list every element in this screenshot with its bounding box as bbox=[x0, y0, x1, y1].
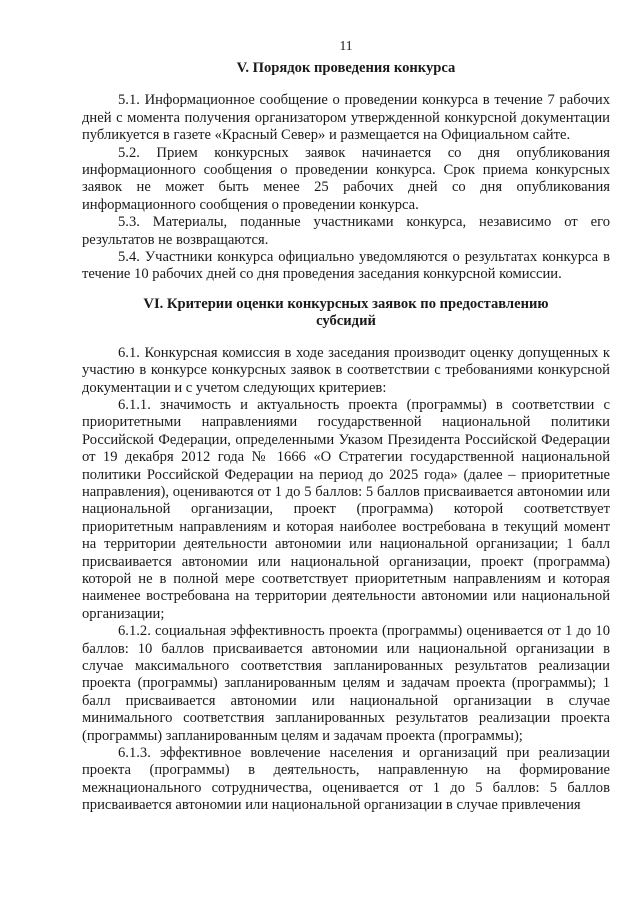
section-6-heading: VI. Критерии оценки конкурсных заявок по предоставлению субсидий bbox=[143, 295, 549, 330]
paragraph-5-1: 5.1. Информационное сообщение о проведении конкурса в течение 7 рабочих дней с момента получения организатором утвержденной конкурсной документации публикуется в газете «Красный Север» и размещается на Официальном сайте. bbox=[82, 92, 610, 144]
page-number: 11 bbox=[339, 38, 353, 53]
paragraph-6-1: 6.1. Конкурсная комиссия в ходе заседания производит оценку допущенных к участию в конкурсе конкурсных заявок в соответствии с требованиями конкурсной документации и с учетом следующих критериев: bbox=[82, 344, 610, 396]
paragraph-5-3: 5.3. Материалы, поданные участниками конкурса, независимо от его результатов не возвращаются. bbox=[82, 214, 610, 248]
paragraph-6-1-2: 6.1.2. социальная эффективность проекта (программы) оценивается от 1 до 10 баллов: 10 баллов присваивается автономии или национальной организации в случае максимального соответствия запланированных результатов реализации проекта (программы) запланированным целям и задачам проекта (программы); 1 балл присваивается автономии или национальной организации в случае минимального соответствия запланированных результатов реализации проекта (программы) запланированным целям и задачам проекта (программы); bbox=[82, 623, 610, 744]
paragraph-6-1-3: 6.1.3. эффективное вовлечение населения и организаций при реализации проекта (программы) в деятельность, направленную на формирование межнационального сотрудничества, оценивается от 1 до 5 баллов: 5 баллов присваивается автономии или национальной организации в случае привлечения bbox=[82, 745, 610, 814]
paragraph-6-1-1: 6.1.1. значимость и актуальность проекта (программы) в соответствии с приоритетными направлениями государственной национальной политики Российской Федерации, определенными Указом Президента Российской Федерации от 19 декабря 2012 года № 1666 «О Стратегии государственной национальной политики Российской Федерации на период до 2025 года» (далее – приоритетные направления), оцениваются от 1 до 5 баллов: 5 баллов присваивается автономии или национальной организации, проект (программа) которой соответствует приоритетным направлениям и которая наиболее востребована в текущий момент на территории деятельности автономии или национальной организации; 1 балл присваивается автономии или национальной организации, проект (программа) которой не в полной мере соответствует приоритетным направлениям и которая наименее востребована на территории деятельности автономии или национальной организации; bbox=[82, 396, 610, 622]
section-5-heading: V. Порядок проведения конкурса bbox=[236, 60, 456, 76]
paragraph-5-2: 5.2. Прием конкурсных заявок начинается со дня опубликования информационного сообщения о проведении конкурса. Срок приема конкурсных заявок не может быть менее 25 рабочих дней со дня опубликования информационного сообщения о проведении конкурса. bbox=[82, 144, 610, 213]
paragraph-5-4: 5.4. Участники конкурса официально уведомляются о результатах конкурса в течение 10 рабочих дней со дня проведения заседания конкурсной комиссии. bbox=[82, 249, 610, 283]
